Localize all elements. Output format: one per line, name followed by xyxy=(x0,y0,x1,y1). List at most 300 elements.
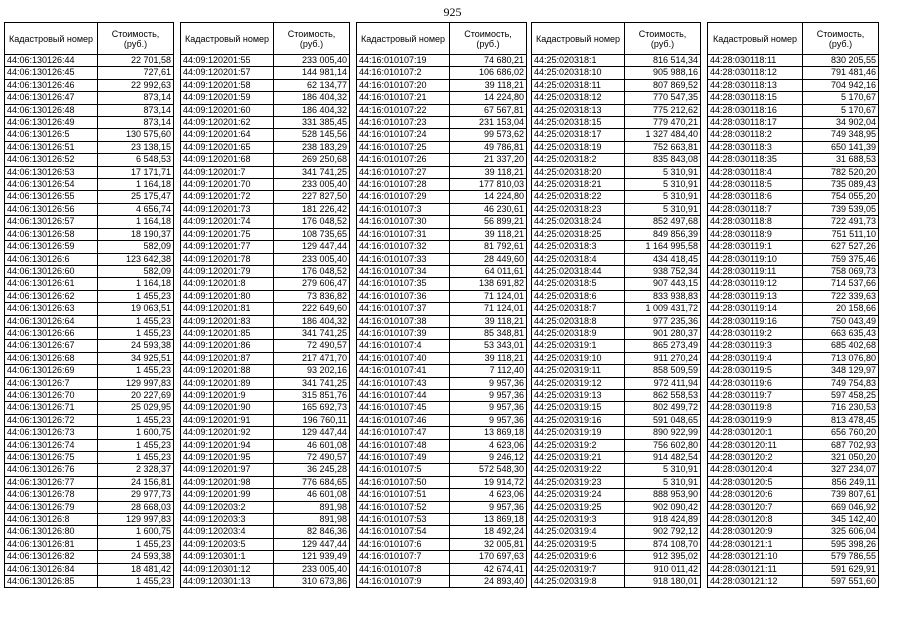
cost-value: 627 527,26 xyxy=(803,241,879,253)
cost-value: 22 992,63 xyxy=(98,79,174,91)
cadastral-number: 44:09:120201:83 xyxy=(181,315,274,327)
table-row xyxy=(181,92,350,104)
table-row xyxy=(532,141,701,153)
table-row xyxy=(357,352,527,364)
page-number: 925 xyxy=(443,5,462,19)
cost-value: 912 395,02 xyxy=(625,551,701,563)
cadastral-number: 44:25:020318:12 xyxy=(532,92,625,104)
table-row xyxy=(708,327,879,339)
cadastral-number: 44:25:020318:10 xyxy=(532,67,625,79)
cost-value: 713 076,80 xyxy=(803,352,879,364)
cost-value: 1 455,23 xyxy=(98,290,174,302)
cadastral-number: 44:25:020319:5 xyxy=(532,538,625,550)
cadastral-number: 44:25:020318:15 xyxy=(532,117,625,129)
cadastral-number: 44:09:120201:85 xyxy=(181,327,274,339)
cadastral-number: 44:28:030118:6 xyxy=(708,191,803,203)
table-row xyxy=(708,55,879,67)
table-row xyxy=(532,278,701,290)
cadastral-number: 44:06:130126:47 xyxy=(5,92,98,104)
cadastral-number: 44:25:020318:6 xyxy=(532,290,625,302)
cost-value: 85 348,81 xyxy=(450,327,527,339)
table-row xyxy=(357,290,527,302)
table-row xyxy=(357,563,527,575)
cost-value: 685 402,68 xyxy=(803,340,879,352)
table-row xyxy=(532,551,701,563)
cadastral-number: 44:09:120203:5 xyxy=(181,538,274,550)
cost-value: 597 458,25 xyxy=(803,389,879,401)
cost-value: 9 957,36 xyxy=(450,377,527,389)
cost-value: 874 108,70 xyxy=(625,538,701,550)
cost-value: 1 600,75 xyxy=(98,427,174,439)
table-row xyxy=(5,154,174,166)
table-row xyxy=(532,253,701,265)
table-row xyxy=(708,117,879,129)
cost-value: 21 337,20 xyxy=(450,154,527,166)
cadastral-number: 44:06:130126:57 xyxy=(5,216,98,228)
table-row xyxy=(708,464,879,476)
cadastral-number: 44:09:120201:75 xyxy=(181,228,274,240)
cost-value: 233 005,40 xyxy=(274,563,350,575)
cadastral-number: 44:28:030121:1 xyxy=(708,538,803,550)
table-row xyxy=(708,179,879,191)
table-row xyxy=(357,327,527,339)
cadastral-number: 44:25:020319:4 xyxy=(532,526,625,538)
table-row xyxy=(708,79,879,91)
cadastral-number: 44:16:010107:34 xyxy=(357,265,450,277)
cost-value: 1 455,23 xyxy=(98,414,174,426)
table-row xyxy=(181,216,350,228)
table-row xyxy=(357,104,527,116)
table-row xyxy=(357,55,527,67)
cadastral-number: 44:25:020319:15 xyxy=(532,402,625,414)
cadastral-number: 44:25:020318:22 xyxy=(532,191,625,203)
cadastral-number: 44:09:120201:60 xyxy=(181,104,274,116)
table-row xyxy=(532,92,701,104)
cadastral-number: 44:28:030120:7 xyxy=(708,501,803,513)
table-row xyxy=(181,352,350,364)
cost-value: 14 224,80 xyxy=(450,92,527,104)
cadastral-number: 44:16:010107:47 xyxy=(357,427,450,439)
cost-value: 650 141,39 xyxy=(803,141,879,153)
table-row xyxy=(532,179,701,191)
cost-value: 759 375,46 xyxy=(803,253,879,265)
cadastral-number: 44:25:020318:7 xyxy=(532,303,625,315)
table-row xyxy=(181,315,350,327)
cadastral-number: 44:16:010107:44 xyxy=(357,389,450,401)
cost-value: 1 164,18 xyxy=(98,216,174,228)
table-row xyxy=(708,414,879,426)
table-row xyxy=(708,551,879,563)
table-row xyxy=(357,278,527,290)
cost-value: 1 455,23 xyxy=(98,327,174,339)
table-row xyxy=(5,67,174,79)
cadastral-number: 44:09:120203:4 xyxy=(181,526,274,538)
cost-value: 918 180,01 xyxy=(625,576,701,588)
cost-value: 23 138,15 xyxy=(98,141,174,153)
table-row xyxy=(181,265,350,277)
table-row xyxy=(181,476,350,488)
cost-value: 34 902,04 xyxy=(803,117,879,129)
table-row xyxy=(708,154,879,166)
cadastral-number: 44:25:020319:13 xyxy=(532,389,625,401)
cadastral-number: 44:16:010107:23 xyxy=(357,117,450,129)
cost-value: 74 680,21 xyxy=(450,55,527,67)
table-row xyxy=(357,191,527,203)
table-row xyxy=(708,452,879,464)
cost-value: 20 158,66 xyxy=(803,303,879,315)
cadastral-number: 44:28:030118:35 xyxy=(708,154,803,166)
cadastral-number: 44:06:130126:51 xyxy=(5,141,98,153)
table-row xyxy=(5,92,174,104)
cadastral-number: 44:16:010107:52 xyxy=(357,501,450,513)
cost-value: 13 869,18 xyxy=(450,427,527,439)
cadastral-number: 44:16:010107:3 xyxy=(357,203,450,215)
cadastral-number: 44:09:120201:97 xyxy=(181,464,274,476)
cost-value: 572 548,30 xyxy=(450,464,527,476)
cost-value: 144 981,14 xyxy=(274,67,350,79)
header-cadastral: Кадастровый номер xyxy=(532,23,625,55)
cost-value: 176 048,52 xyxy=(274,265,350,277)
cadastral-number: 44:09:120201:91 xyxy=(181,414,274,426)
cadastral-number: 44:25:020319:22 xyxy=(532,464,625,476)
cadastral-number: 44:16:010107:8 xyxy=(357,563,450,575)
cost-value: 888 953,90 xyxy=(625,489,701,501)
cost-value: 910 011,42 xyxy=(625,563,701,575)
cost-value: 5 310,91 xyxy=(625,464,701,476)
cost-value: 24 593,38 xyxy=(98,340,174,352)
cost-value: 756 602,80 xyxy=(625,439,701,451)
cadastral-number: 44:16:010107:43 xyxy=(357,377,450,389)
cost-value: 9 957,36 xyxy=(450,501,527,513)
cost-value: 890 922,99 xyxy=(625,427,701,439)
cadastral-number: 44:09:120201:70 xyxy=(181,179,274,191)
cost-value: 93 202,16 xyxy=(274,365,350,377)
cost-value: 751 511,10 xyxy=(803,228,879,240)
table-row xyxy=(708,228,879,240)
table-row xyxy=(708,166,879,178)
table-row xyxy=(708,253,879,265)
table-row xyxy=(357,141,527,153)
cost-value: 1 455,23 xyxy=(98,452,174,464)
cadastral-number: 44:25:020318:19 xyxy=(532,141,625,153)
cost-value: 901 280,37 xyxy=(625,327,701,339)
cost-value: 595 398,26 xyxy=(803,538,879,550)
table-row xyxy=(532,327,701,339)
cadastral-number: 44:06:130126:54 xyxy=(5,179,98,191)
cadastral-number: 44:09:120201:87 xyxy=(181,352,274,364)
cadastral-number: 44:06:130126:55 xyxy=(5,191,98,203)
cadastral-number: 44:28:030118:15 xyxy=(708,92,803,104)
cost-value: 873,14 xyxy=(98,92,174,104)
cost-value: 341 741,25 xyxy=(274,377,350,389)
cadastral-number: 44:09:120201:9 xyxy=(181,389,274,401)
cost-value: 1 600,75 xyxy=(98,526,174,538)
cadastral-number: 44:16:010107:41 xyxy=(357,365,450,377)
cost-value: 39 118,21 xyxy=(450,166,527,178)
cost-value: 802 499,72 xyxy=(625,402,701,414)
cadastral-number: 44:28:030119:7 xyxy=(708,389,803,401)
cadastral-number: 44:16:010107:21 xyxy=(357,92,450,104)
cadastral-number: 44:25:020318:21 xyxy=(532,179,625,191)
cost-value: 14 224,80 xyxy=(450,191,527,203)
cadastral-number: 44:28:030118:2 xyxy=(708,129,803,141)
cadastral-number: 44:06:130126:67 xyxy=(5,340,98,352)
table-row xyxy=(532,290,701,302)
cadastral-number: 44:06:130126:68 xyxy=(5,352,98,364)
cost-value: 19 063,51 xyxy=(98,303,174,315)
header-cost: Стоимость, (руб.) xyxy=(98,23,174,55)
table-row xyxy=(5,340,174,352)
cost-value: 4 623,06 xyxy=(450,439,527,451)
table-row xyxy=(357,365,527,377)
cadastral-number: 44:16:010107:25 xyxy=(357,141,450,153)
cost-value: 727,61 xyxy=(98,67,174,79)
cost-value: 791 481,46 xyxy=(803,67,879,79)
cost-value: 39 118,21 xyxy=(450,352,527,364)
cost-value: 233 005,40 xyxy=(274,253,350,265)
cadastral-number: 44:25:020319:25 xyxy=(532,501,625,513)
cadastral-number: 44:16:010107:9 xyxy=(357,576,450,588)
cadastral-number: 44:25:020318:17 xyxy=(532,129,625,141)
cadastral-number: 44:06:130126:48 xyxy=(5,104,98,116)
cost-value: 129 447,44 xyxy=(274,241,350,253)
cost-value: 907 443,15 xyxy=(625,278,701,290)
cost-value: 217 471,70 xyxy=(274,352,350,364)
table-row xyxy=(532,389,701,401)
cadastral-number: 44:28:030119:1 xyxy=(708,241,803,253)
table-row xyxy=(357,402,527,414)
cadastral-number: 44:06:130126:80 xyxy=(5,526,98,538)
cadastral-number: 44:09:120301:13 xyxy=(181,576,274,588)
table-row xyxy=(5,452,174,464)
table-row xyxy=(708,439,879,451)
cadastral-number: 44:06:130126:56 xyxy=(5,203,98,215)
table-row xyxy=(708,489,879,501)
table-row xyxy=(5,526,174,538)
cadastral-number: 44:06:130126:45 xyxy=(5,67,98,79)
table-row xyxy=(181,290,350,302)
cadastral-number: 44:09:120201:94 xyxy=(181,439,274,451)
cost-value: 24 893,40 xyxy=(450,576,527,588)
cadastral-number: 44:09:120201:79 xyxy=(181,265,274,277)
table-row xyxy=(357,216,527,228)
cadastral-table-2 xyxy=(180,22,350,588)
cost-value: 582,09 xyxy=(98,265,174,277)
cadastral-number: 44:09:120201:7 xyxy=(181,166,274,178)
cost-value: 656 760,20 xyxy=(803,427,879,439)
table-row xyxy=(532,203,701,215)
table-row xyxy=(181,154,350,166)
table-row xyxy=(357,253,527,265)
cadastral-number: 44:16:010107:6 xyxy=(357,538,450,550)
cost-value: 918 424,89 xyxy=(625,514,701,526)
cadastral-number: 44:28:030120:4 xyxy=(708,464,803,476)
table-row xyxy=(532,55,701,67)
cadastral-number: 44:16:010107:33 xyxy=(357,253,450,265)
cost-value: 32 005,81 xyxy=(450,538,527,550)
cadastral-number: 44:06:130126:7 xyxy=(5,377,98,389)
cost-value: 9 246,12 xyxy=(450,452,527,464)
cost-value: 20 227,69 xyxy=(98,389,174,401)
table-row xyxy=(532,79,701,91)
cost-value: 34 925,51 xyxy=(98,352,174,364)
table-row xyxy=(357,427,527,439)
header-cadastral: Кадастровый номер xyxy=(708,23,803,55)
table-row xyxy=(357,551,527,563)
table-row xyxy=(708,104,879,116)
cadastral-number: 44:16:010107:27 xyxy=(357,166,450,178)
cadastral-number: 44:06:130126:63 xyxy=(5,303,98,315)
table-row xyxy=(357,228,527,240)
table-row xyxy=(181,117,350,129)
table-row xyxy=(5,203,174,215)
cost-value: 170 697,63 xyxy=(450,551,527,563)
table-row xyxy=(5,315,174,327)
table-row xyxy=(5,104,174,116)
cost-value: 186 404,32 xyxy=(274,315,350,327)
cadastral-number: 44:16:010107:38 xyxy=(357,315,450,327)
cadastral-number: 44:09:120201:57 xyxy=(181,67,274,79)
cadastral-number: 44:25:020318:23 xyxy=(532,203,625,215)
table-row xyxy=(708,576,879,588)
cost-value: 739 539,05 xyxy=(803,203,879,215)
cost-value: 663 635,43 xyxy=(803,327,879,339)
table-row xyxy=(708,514,879,526)
cost-value: 71 124,01 xyxy=(450,303,527,315)
cadastral-number: 44:25:020318:3 xyxy=(532,241,625,253)
cadastral-number: 44:06:130126:70 xyxy=(5,389,98,401)
cadastral-number: 44:25:020318:44 xyxy=(532,265,625,277)
table-row xyxy=(532,402,701,414)
cost-value: 1 009 431,72 xyxy=(625,303,701,315)
table-row xyxy=(5,514,174,526)
table-row xyxy=(357,414,527,426)
cost-value: 176 048,52 xyxy=(274,216,350,228)
cadastral-number: 44:09:120201:65 xyxy=(181,141,274,153)
cadastral-number: 44:25:020318:1 xyxy=(532,55,625,67)
cadastral-number: 44:09:120203:2 xyxy=(181,501,274,513)
table-row xyxy=(181,414,350,426)
cost-value: 716 230,53 xyxy=(803,402,879,414)
cadastral-number: 44:28:030118:12 xyxy=(708,67,803,79)
table-row xyxy=(181,253,350,265)
table-row xyxy=(5,489,174,501)
cadastral-number: 44:28:030118:17 xyxy=(708,117,803,129)
cadastral-table-3 xyxy=(356,22,527,588)
table-row xyxy=(181,514,350,526)
cost-value: 345 142,40 xyxy=(803,514,879,526)
cost-value: 238 183,29 xyxy=(274,141,350,153)
table-row xyxy=(708,352,879,364)
table-row xyxy=(181,427,350,439)
cadastral-number: 44:16:010107:51 xyxy=(357,489,450,501)
cadastral-number: 44:09:120301:12 xyxy=(181,563,274,575)
cadastral-number: 44:16:010107:48 xyxy=(357,439,450,451)
table-row xyxy=(181,365,350,377)
cost-value: 752 663,81 xyxy=(625,141,701,153)
cost-value: 852 497,68 xyxy=(625,216,701,228)
cadastral-number: 44:09:120201:95 xyxy=(181,452,274,464)
cost-value: 24 593,38 xyxy=(98,551,174,563)
table-row xyxy=(708,315,879,327)
cost-value: 36 245,28 xyxy=(274,464,350,476)
header-cost: Стоимость, (руб.) xyxy=(625,23,701,55)
table-row xyxy=(5,551,174,563)
cost-value: 749 754,83 xyxy=(803,377,879,389)
cadastral-number: 44:25:020318:25 xyxy=(532,228,625,240)
table-row xyxy=(532,377,701,389)
table-row xyxy=(5,79,174,91)
cadastral-number: 44:16:010107:29 xyxy=(357,191,450,203)
cost-value: 5 310,91 xyxy=(625,203,701,215)
table-row xyxy=(532,476,701,488)
cost-value: 754 055,20 xyxy=(803,191,879,203)
header-cadastral: Кадастровый номер xyxy=(181,23,274,55)
cadastral-number: 44:28:030120:9 xyxy=(708,526,803,538)
cost-value: 1 455,23 xyxy=(98,538,174,550)
cost-value: 46 601,08 xyxy=(274,439,350,451)
cost-value: 106 686,02 xyxy=(450,67,527,79)
cadastral-number: 44:25:020319:10 xyxy=(532,352,625,364)
table-row xyxy=(532,538,701,550)
cadastral-number: 44:09:120301:1 xyxy=(181,551,274,563)
header-cadastral: Кадастровый номер xyxy=(5,23,98,55)
cadastral-number: 44:16:010107:54 xyxy=(357,526,450,538)
cost-value: 905 988,16 xyxy=(625,67,701,79)
cadastral-number: 44:16:010107:24 xyxy=(357,129,450,141)
cadastral-number: 44:25:020318:13 xyxy=(532,104,625,116)
table-row xyxy=(532,241,701,253)
cadastral-number: 44:28:030118:5 xyxy=(708,179,803,191)
cadastral-number: 44:09:120201:8 xyxy=(181,278,274,290)
cadastral-number: 44:06:130126:77 xyxy=(5,476,98,488)
table-row xyxy=(708,141,879,153)
cost-value: 321 050,20 xyxy=(803,452,879,464)
cadastral-number: 44:16:010107:26 xyxy=(357,154,450,166)
table-row xyxy=(181,563,350,575)
table-row xyxy=(181,129,350,141)
cadastral-number: 44:06:130126:85 xyxy=(5,576,98,588)
table-row xyxy=(181,551,350,563)
cost-value: 53 343,01 xyxy=(450,340,527,352)
cost-value: 62 134,77 xyxy=(274,79,350,91)
table-row xyxy=(357,303,527,315)
cost-value: 39 118,21 xyxy=(450,228,527,240)
cadastral-number: 44:16:010107:35 xyxy=(357,278,450,290)
cost-value: 5 170,67 xyxy=(803,104,879,116)
table-row xyxy=(181,576,350,588)
cost-value: 31 688,53 xyxy=(803,154,879,166)
cost-value: 902 090,42 xyxy=(625,501,701,513)
cadastral-number: 44:16:010107:28 xyxy=(357,179,450,191)
cost-value: 849 856,39 xyxy=(625,228,701,240)
cost-value: 46 601,08 xyxy=(274,489,350,501)
table-row xyxy=(532,117,701,129)
table-row xyxy=(708,402,879,414)
cost-value: 19 914,72 xyxy=(450,476,527,488)
cost-value: 911 270,24 xyxy=(625,352,701,364)
cost-value: 9 957,36 xyxy=(450,402,527,414)
table-row xyxy=(181,179,350,191)
cost-value: 750 043,49 xyxy=(803,315,879,327)
table-row xyxy=(532,352,701,364)
table-row xyxy=(181,228,350,240)
cost-value: 108 735,65 xyxy=(274,228,350,240)
cost-value: 186 404,32 xyxy=(274,92,350,104)
table-row xyxy=(181,191,350,203)
cadastral-number: 44:25:020319:2 xyxy=(532,439,625,451)
cadastral-number: 44:09:120201:86 xyxy=(181,340,274,352)
